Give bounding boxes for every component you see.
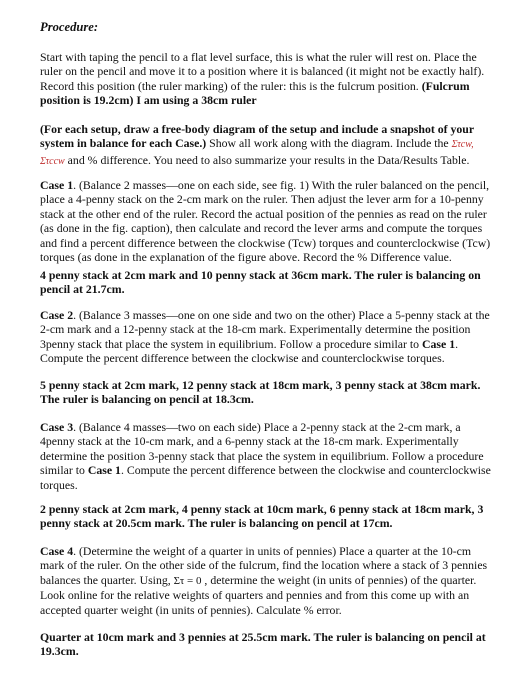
setup-paragraph [40,122,498,169]
case3-ref: Case 1 [87,463,121,478]
case4-result: Quarter at 10cm mark and 3 pennies at 25.5cm mark. The ruler is balancing on pencil at 19.3cm. [40,630,486,659]
fulcrum-note: (Fulcrum position is 19.2cm) I am using a 38cm ruler [40,78,470,108]
case2-result: 5 penny stack at 2cm mark, 12 penny stack at 18cm mark, 3 penny stack at 38cm mark. The ruler is balancing on pencil at 18.3cm. [40,378,481,407]
case1-label: Case 1 [40,178,74,192]
case3-text-end: . Compute the percent difference between the clockwise and counterclockwise torques. [40,463,491,492]
case2-text-end: . Compute the percent difference between the clockwise and counterclockwise torques. [40,336,459,366]
setup-instruction: (For each setup, draw a free-body diagram of the setup and include a snapshot of your system in balance for each Case.) [40,122,474,151]
case2-ref: Case 1 [422,336,456,351]
sum-torque-zero-symbol: Στ = 0 [173,574,202,587]
case4-text: . (Determine the weight of a quarter in units of pennies) Place a quarter at the 10-cm mark of the ruler. On the other side of the fulcrum, find the location where a stack of 3 pennies balances the quarter. Using, [40,544,488,587]
case3-result: 2 penny stack at 2cm mark, 4 penny stack at 10cm mark, 6 penny stack at 18cm mark, 3 penny stack at 20.5cm mark. The ruler is balancing on pencil at 17cm. [40,502,484,531]
intro-text: Start with taping the pencil to a flat level surface, this is what the ruler will rest on. Place the ruler on the pencil and move it to a position where it is balanced (it might not be exactly half). Record this position (the ruler marking) of the ruler: this is the fulcrum position. [40,50,485,93]
case3-label: Case 3 [40,420,74,434]
case2-label: Case 2 [40,308,74,322]
case1-paragraph [40,178,498,264]
case4-text-end: , determine the weight (in units of pennies) of the quarter. Look online for the relative weights of quarters and pennies and from this come up with an accepted quarter weight (in units of pennies). Calculate % error. [40,572,477,617]
sum-torque-ccw-symbol: Στccw [40,155,65,167]
sum-torque-cw-symbol: Στcw, [451,139,474,151]
case2-paragraph [40,308,498,366]
case2-text: . (Balance 3 masses—one on one side and two on the other) Place a 5-penny stack at the 2-cm mark and a 12-penny stack at the 18-cm mark. Experimentally determine the position 3penny stack that place the system in equilibrium. Follow a procedure similar to [40,308,490,351]
procedure-heading: Procedure: [40,20,99,34]
case3-text: . (Balance 4 masses—two on each side) Place a 2-penny stack at the 2-cm mark, a 4penny stack at the 10-cm mark, and a 6-penny stack at the 18-cm mark. Experimentally determine the position 3-penny stack that place the system in equilibrium. Follow a procedure similar to [40,420,484,478]
case4-label: Case 4 [40,544,74,558]
case4-paragraph [40,544,498,617]
setup-text-c: and % difference. You need to also summarize your results in the Data/Results Table. [64,152,470,167]
setup-text-a: Show all work along with the diagram. Include the [206,136,452,151]
intro-paragraph [40,50,498,108]
case3-paragraph [40,420,498,492]
case1-result: 4 penny stack at 2cm mark and 10 penny stack at 36cm mark. The ruler is balancing on pencil at 21.7cm. [40,268,481,297]
case1-text: . (Balance 2 masses—one on each side, see fig. 1) With the ruler balanced on the pencil, place a 4-penny stack on the 2-cm mark on the ruler. Then adjust the lever arm for a 10-penny stack at the other end of the ruler. Record the actual position of the pennies as read on the ruler (as done in the fig. caption), then calculate and record the lever arms and compute the torques and find a percent difference between the clockwise (Tcw) torques and counterclockwise (Tcw) torques (as done in the explanation of the figure above. Record the % Difference value. [40,178,491,265]
